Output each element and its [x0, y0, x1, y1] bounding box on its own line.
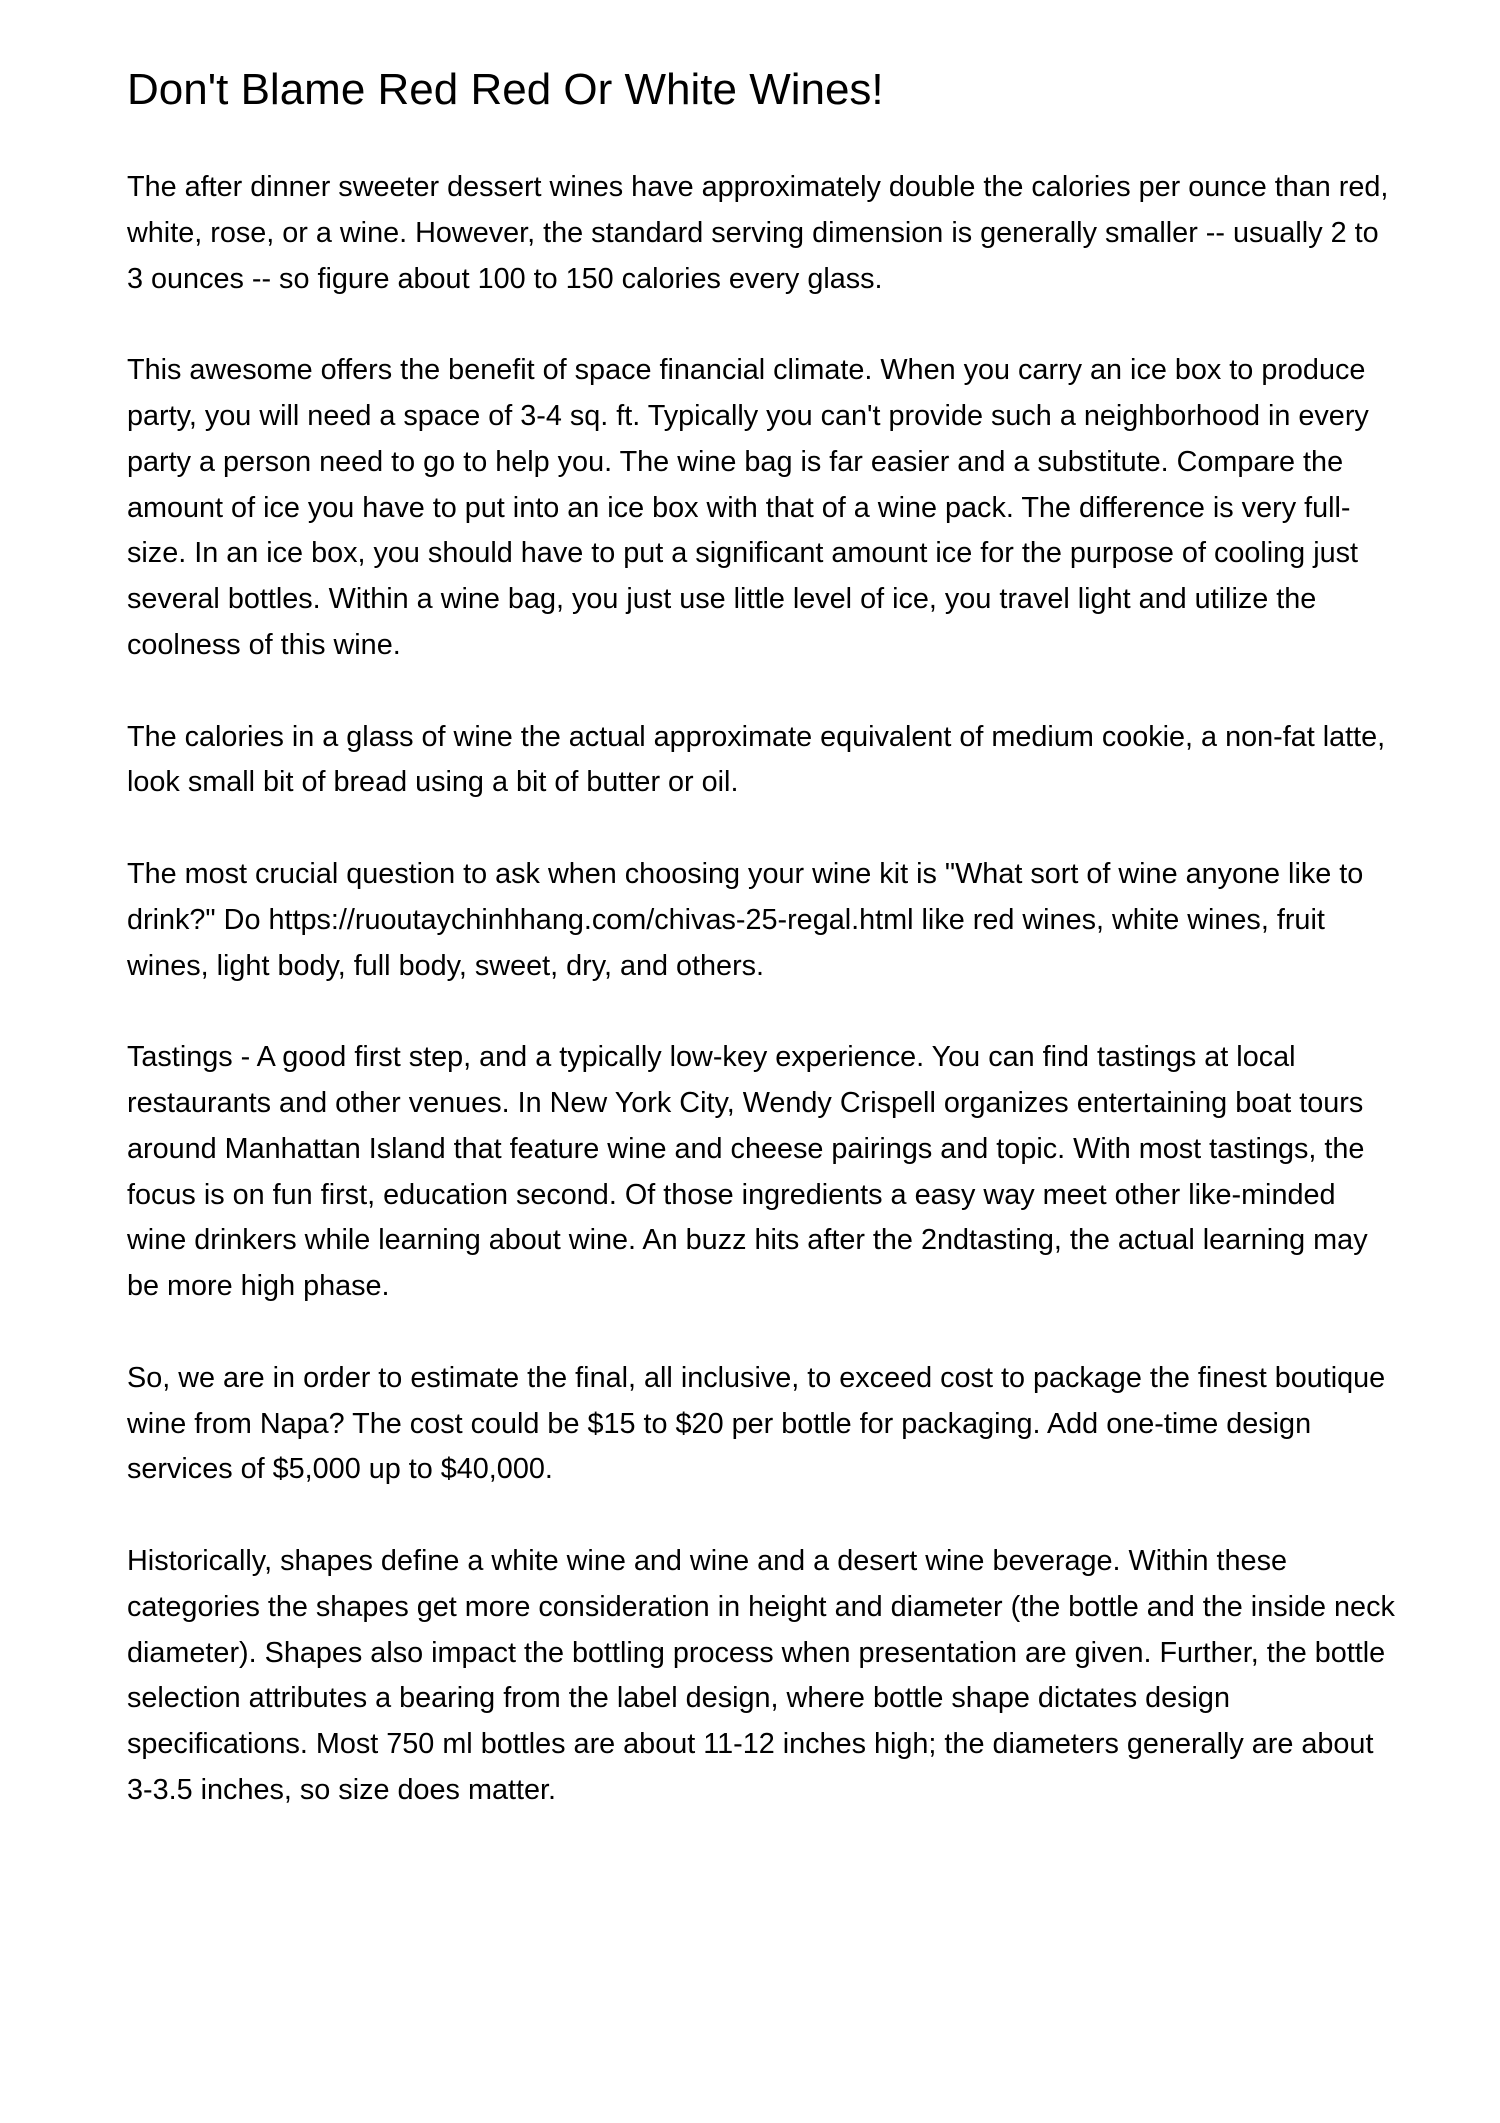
paragraph-glass-calories: The calories in a glass of wine the actual approximate equivalent of medium cookie, a non-fat latte, look small bit of bread using a bit of butter or oil. [127, 720, 1386, 799]
paragraph-bottle-shapes: Historically, shapes define a white wine and wine and a desert wine beverage. Within these categories the shapes get more consideration in height and diameter (the bottle and the inside neck diameter). Shapes also impact the bottling process when presentation are given. Further, the bottle selection attributes a bearing from the label design, where bottle shape dictates design specifications. Most 750 ml bottles are about 11-12 inches high; the diameters generally are about 3-3.5 inches, so size does matter. [127, 1544, 1395, 1806]
paragraph-tastings: Tastings - A good first step, and a typically low-key experience. You can find tastings at local restaurants and other venues. In New York City, Wendy Crispell organizes entertaining boat tours around Manhattan Island that feature wine and cheese pairings and topic. With most tastings, the focus is on fun first, education second. Of those ingredients a easy way meet other like-minded wine drinkers while learning about wine. An buzz hits after the 2ndtasting, the actual learning may be more high phase. [127, 1041, 1368, 1303]
paragraph-wine-bag-space: This awesome offers the benefit of space financial climate. When you carry an ice box to produce party, you will need a space of 3-4 sq. ft. Typically you can't provide such a neighborhood in every party a person need to go to help you. The wine bag is far easier and a substitute. Compare the amount of ice you have to put into an ice box with that of a wine pack. The difference is very full-size. In an ice box, you should have to put a significant amount ice for the purpose of cooling just several bottles. Within a wine bag, you just use little level of ice, you travel light and utilize the coolness of this wine. [127, 354, 1369, 661]
document-title: Don't Blame Red Red Or White Wines! [127, 65, 884, 114]
paragraph-dessert-wine-calories: The after dinner sweeter dessert wines have approximately double the calories per ounce than red, white, rose, or a wine. However, the standard serving dimension is generally smaller -- usually 2 to 3 ounces -- so figure about 100 to 150 calories every glass. [127, 171, 1389, 295]
document-page [127, 60, 1397, 1814]
article-body [127, 165, 1397, 1814]
paragraph-wine-kit-question: The most crucial question to ask when choosing your wine kit is "What sort of wine anyone like to drink?" Do https://ruoutaychinhhang.com/chivas-25-regal.html like red wines, white wines, fruit wines, light body, full body, sweet, dry, and others. [127, 857, 1364, 982]
paragraph-packaging-cost: So, we are in order to estimate the final, all inclusive, to exceed cost to package the finest boutique wine from Napa? The cost could be $15 to $20 per bottle for packaging. Add one-time design services of $5,000 up to $40,000. [127, 1361, 1386, 1486]
